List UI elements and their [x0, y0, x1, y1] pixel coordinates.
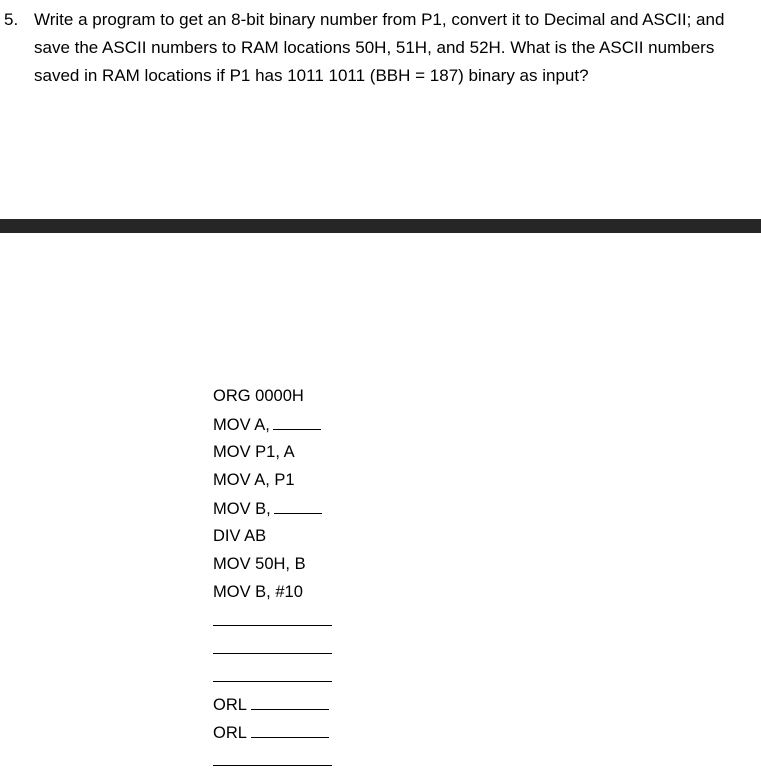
- code-line-mov-p1: [213, 441, 295, 463]
- answer-blank[interactable]: [213, 609, 332, 626]
- code-text: ORL: [213, 696, 247, 714]
- code-line-mov-b: [213, 497, 322, 519]
- section-divider: [0, 219, 761, 233]
- answer-blank[interactable]: [251, 693, 329, 710]
- code-line-blank: [213, 749, 332, 771]
- code-line-div: [213, 525, 266, 547]
- question-number: 5.: [4, 10, 19, 29]
- question-text: Write a program to get an 8-bit binary number from P1, convert it to Decimal and ASCII; and save the ASCII numbers to RAM locations 50H, 51H, and 52H. What is the ASCII numbers saved in RAM locations if P1 has 1011 1011 (BBH = 187) binary as input?: [34, 10, 725, 85]
- code-line-mov-50h: [213, 553, 306, 575]
- code-line-blank: [213, 609, 332, 631]
- code-text: MOV A, P1: [213, 471, 295, 489]
- code-text: DIV AB: [213, 527, 267, 545]
- code-text: MOV B, #10: [213, 583, 303, 601]
- answer-blank[interactable]: [273, 413, 321, 430]
- code-text: ORL: [213, 724, 247, 742]
- code-text: MOV B,: [213, 500, 271, 518]
- code-text: MOV 50H, B: [213, 555, 306, 573]
- code-line-blank: [213, 665, 332, 687]
- code-line-orl: [213, 693, 329, 715]
- code-line-mov-a-p1: [213, 469, 295, 491]
- code-line-blank: [213, 637, 332, 659]
- answer-blank[interactable]: [213, 749, 332, 766]
- question: [4, 6, 744, 90]
- code-line-mov-b-10: [213, 581, 303, 603]
- code-text: MOV P1, A: [213, 443, 295, 461]
- answer-blank[interactable]: [274, 497, 322, 514]
- answer-blank[interactable]: [213, 665, 332, 682]
- answer-blank[interactable]: [251, 721, 329, 738]
- code-text: ORG 0000H: [213, 387, 304, 405]
- code-text: MOV A,: [213, 416, 270, 434]
- code-line-mov-a: [213, 413, 321, 435]
- code-line-orl: [213, 721, 329, 743]
- code-line-org: [213, 385, 304, 407]
- answer-blank[interactable]: [213, 637, 332, 654]
